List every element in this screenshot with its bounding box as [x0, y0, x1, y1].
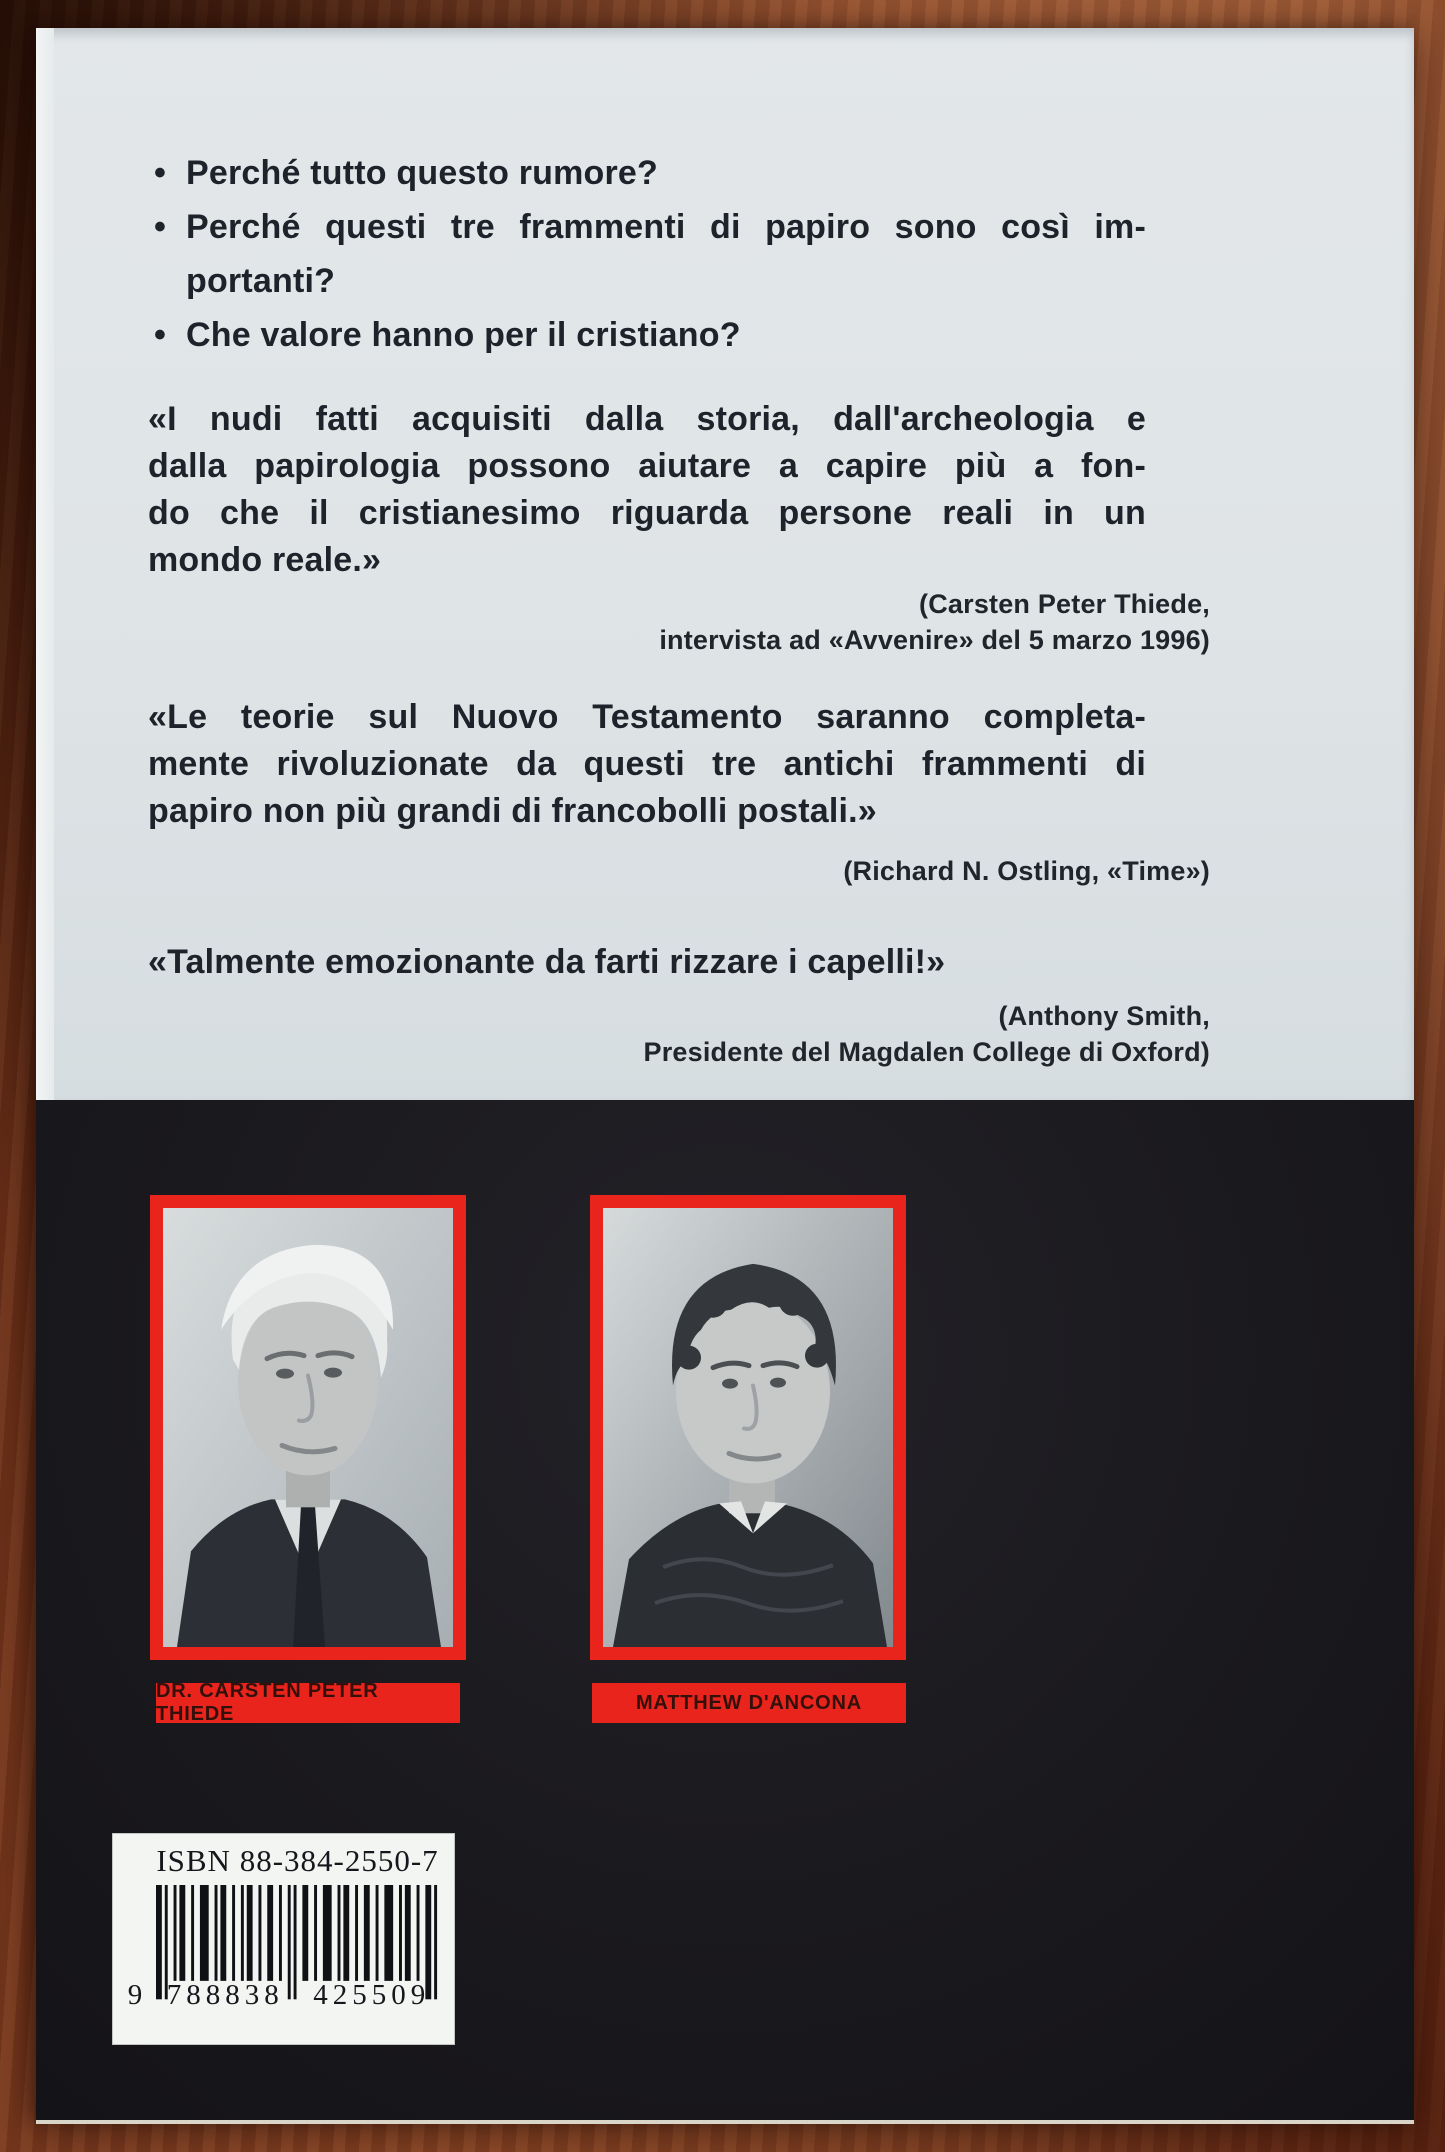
quote-line: dalla papirologia possono aiutare a capire più a fon-	[148, 447, 1146, 485]
cover-copy	[148, 146, 1210, 1070]
attribution-line: (Anthony Smith,	[998, 1001, 1210, 1031]
question-bullet-list	[148, 146, 1146, 362]
quote-line: papiro non più grandi di francobolli postali.»	[148, 792, 877, 830]
bullet-line: Che valore hanno per il cristiano?	[186, 316, 741, 354]
isbn-number: ISBN 88-384-2550-7	[156, 1843, 439, 1878]
quote-line: mente rivoluzionate da questi tre antichi frammenti di	[148, 745, 1146, 783]
quote-smith-attribution	[148, 998, 1210, 1070]
portrait-dancona-illustration	[603, 1208, 893, 1647]
quote-thiede-attribution	[148, 586, 1210, 658]
bullet-dot: •	[154, 154, 167, 192]
bullet-dot: •	[154, 208, 167, 246]
bullet-item	[148, 146, 1146, 200]
caption-text: MATTHEW D'ANCONA	[635, 1691, 863, 1714]
quote-line: do che il cristianesimo riguarda persone reali in un	[148, 494, 1146, 532]
attribution-line: (Carsten Peter Thiede,	[919, 589, 1210, 619]
portrait-thiede-illustration	[163, 1208, 453, 1647]
caption-text: DR. CARSTEN PETER THIEDE	[156, 1680, 379, 1725]
quote-thiede	[148, 396, 1146, 584]
bullet-line: Perché questi tre frammenti di papiro sono così im-	[186, 208, 1146, 246]
quote-time	[148, 694, 1146, 835]
book-back-cover	[36, 28, 1414, 2120]
portrait-photo-thiede	[150, 1195, 466, 1660]
bullet-item	[148, 308, 1146, 362]
quote-smith	[148, 939, 1146, 986]
caption-dancona	[592, 1683, 906, 1723]
cover-upper-panel	[36, 28, 1414, 1100]
attribution-line: intervista ad «Avvenire» del 5 marzo 1996)	[659, 625, 1210, 655]
quote-line: «Talmente emozionante da farti rizzare i capelli!»	[148, 943, 946, 981]
attribution-line: (Richard N. Ostling, «Time»)	[843, 856, 1210, 886]
caption-thiede	[156, 1680, 460, 1725]
barcode-digit-group: 425509	[313, 1979, 431, 2011]
quote-time-attribution	[148, 853, 1210, 889]
barcode-digits	[118, 1979, 445, 2012]
quote-line: «Le teorie sul Nuovo Testamento saranno completa-	[148, 698, 1146, 736]
bullet-dot: •	[154, 316, 167, 354]
attribution-line: Presidente del Magdalen College di Oxford)	[643, 1037, 1210, 1067]
isbn-barcode-block	[112, 1833, 455, 2045]
portrait-photo-dancona	[590, 1195, 906, 1660]
barcode-digit-group: 788838	[166, 1979, 284, 2011]
quote-line: «I nudi fatti acquisiti dalla storia, dall'archeologia e	[148, 400, 1146, 438]
bullet-line: Perché tutto questo rumore?	[186, 154, 659, 192]
barcode-lead-digit: 9	[127, 1979, 143, 2011]
bullet-item	[148, 200, 1146, 308]
bullet-line: portanti?	[186, 262, 336, 300]
quote-line: mondo reale.»	[148, 541, 382, 579]
cover-lower-panel	[36, 1100, 1414, 2120]
